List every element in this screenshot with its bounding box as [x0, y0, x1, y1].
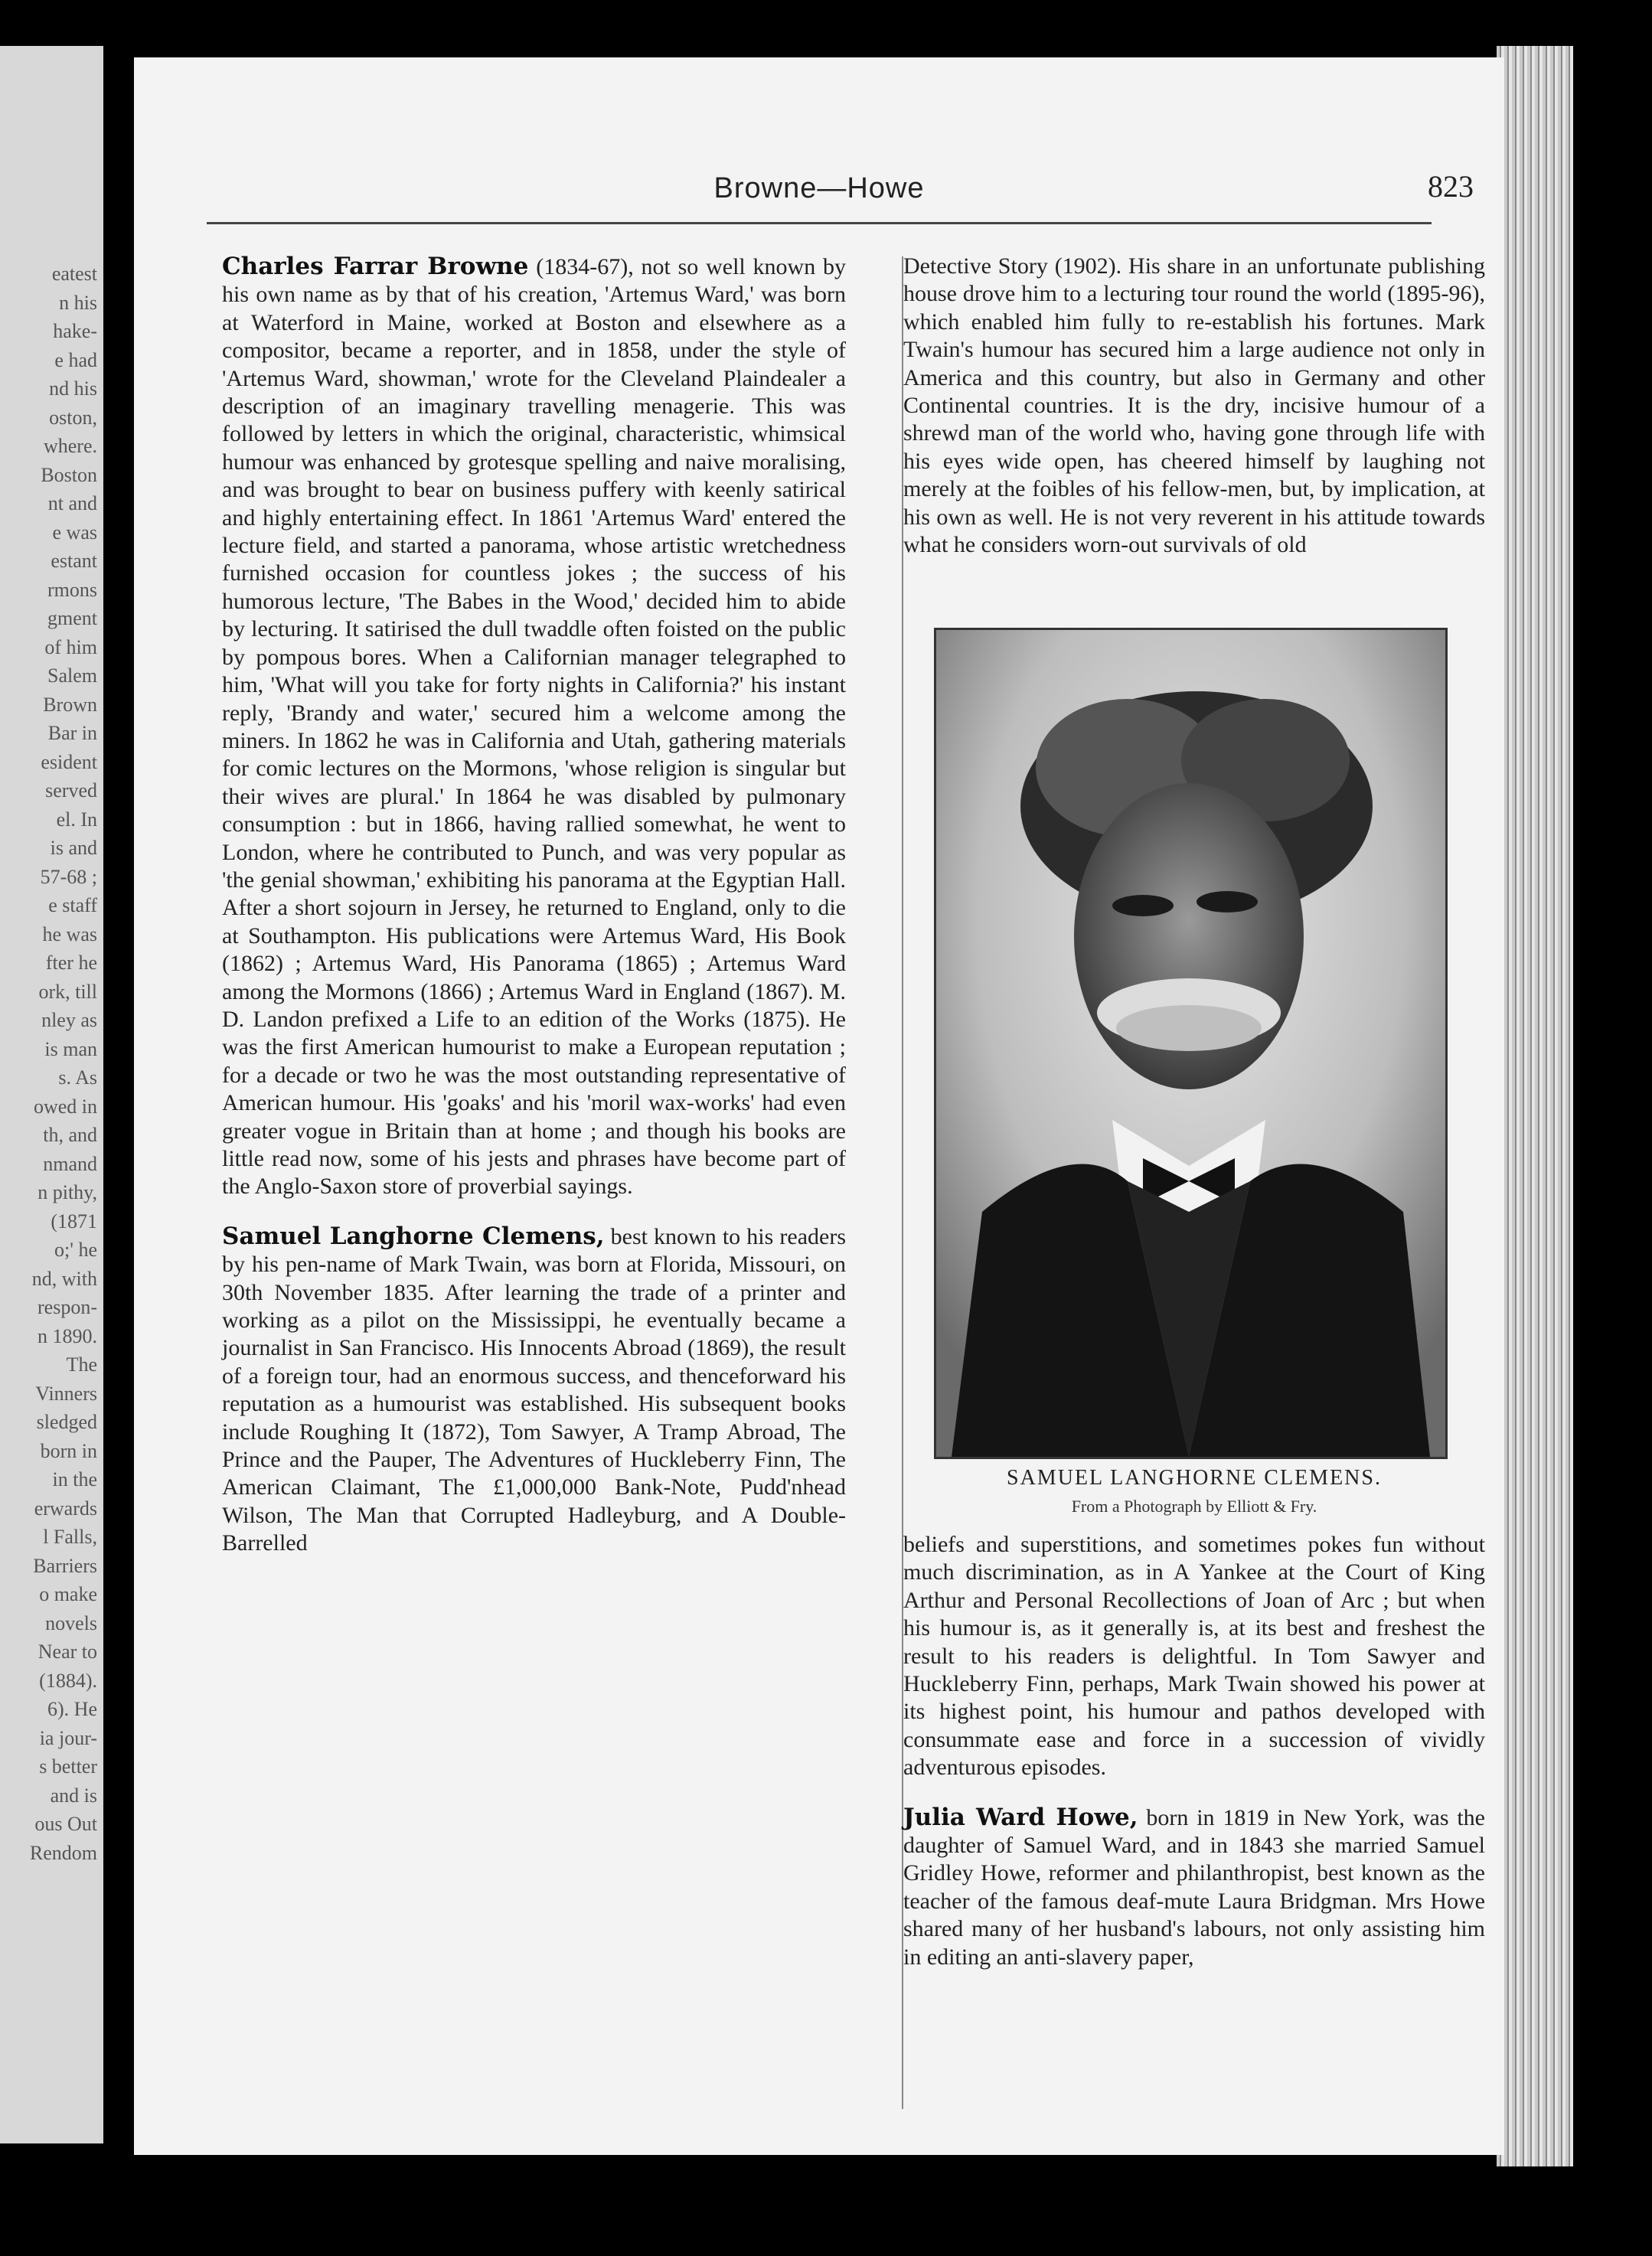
adjacent-page-text-fragment: e was	[52, 521, 97, 544]
adjacent-page-text-fragment: Bar in	[47, 722, 97, 744]
adjacent-page-text-fragment: he was	[42, 922, 97, 945]
adjacent-page-text-fragment: The	[66, 1353, 97, 1376]
adjacent-page-text-fragment: gment	[47, 607, 97, 629]
adjacent-page-text-fragment: eatest	[51, 263, 97, 285]
adjacent-page-text-fragment: nd his	[49, 377, 97, 400]
left-column	[222, 253, 846, 1558]
adjacent-page-text-fragment: estant	[51, 550, 97, 572]
adjacent-page-text-fragment: (1871	[51, 1210, 97, 1232]
adjacent-page-text-fragment: novels	[45, 1611, 97, 1634]
book-page	[134, 57, 1504, 2155]
adjacent-page-text-fragment: n 1890.	[38, 1324, 97, 1347]
adjacent-page-text-fragment: s better	[39, 1755, 97, 1778]
adjacent-page-text-fragment: nt and	[47, 492, 97, 514]
adjacent-page-text-fragment: nmand	[43, 1152, 97, 1175]
adjacent-page-text-fragment: sledged	[36, 1411, 97, 1433]
adjacent-page-text-fragment: Vinners	[35, 1382, 97, 1405]
adjacent-page-text-fragment: and is	[50, 1784, 97, 1807]
adjacent-page-text-fragment: o;' he	[54, 1239, 97, 1261]
adjacent-page-text-fragment: where.	[43, 435, 97, 457]
adjacent-page-text-fragment: served	[45, 779, 97, 802]
adjacent-page-text-fragment: ia jour-	[39, 1726, 97, 1749]
adjacent-page-text-fragment: esident	[41, 750, 97, 773]
adjacent-page-text-fragment: Boston	[41, 463, 97, 486]
adjacent-page-text-fragment: of him	[44, 635, 97, 658]
adjacent-page-text-fragment: respon-	[38, 1296, 97, 1318]
entry-name-howe: Julia Ward Howe,	[903, 1803, 1138, 1831]
photo-caption: SAMUEL LANGHORNE CLEMENS.	[1007, 1466, 1382, 1490]
entry-text-browne: (1834-67), not so well known by his own name as by that of his creation, 'Artemus Ward,' was born at Waterford in Maine, worked at Boston and elsewhere as a compositor, became a reporter, and in 1858, under the style of 'Artemus Ward, showman,' wrote for the Cleveland Plaindealer a description of an imaginary travelling menagerie. This was followed by letters in which the original, characteristic, whimsical humour was enhanced by grotesque spelling and naive moralising, and was brought to bear on business puffery with keenly satirical and highly entertaining effect. In 1861 'Artemus Ward' entered the lecture field, and started a panorama, whose artistic wretchedness furnished occasion for countless jokes ; the success of his humorous lecture, 'The Babes in the Wood,' decided him to abide by lecturing. It satirised the dull twaddle often foisted on the public by pompous bores. When a Californian manager telegraphed to him, 'What will you take for forty nights in California?' his instant reply, 'Brandy and water,' secured him a welcome among the miners. In 1862 he was in California and Utah, gathering materials for comic lectures on the Mormons, 'whose religion is singular but their wives are plural.' In 1864 he was disabled by pulmonary consumption : but in 1866, having rallied somewhat, he went to London, where he contributed to Punch, and was very popular as 'the genial showman,' exhibiting his panorama at the Egyptian Hall. After a short sojourn in Jersey, he returned to England, only to die at Southampton. His publications were Artemus Ward, His Book (1862) ; Artemus Ward, His Panorama (1865) ; Artemus Ward among the Mormons (1866) ; Artemus Ward in England (1867). M. D. Landon prefixed a Life to an edition of the Works (1875). He was the first American humourist to make a European reputation ; for a decade or two he was the most outstanding representative of American humour. His 'goaks' and his 'moril wax-works' had even greater vogue in Britain than at home ; and though his books are little read now, some of his jests and phrases have become part of the Anglo-Saxon store of proverbial sayings.	[222, 254, 847, 1200]
adjacent-page-text-fragment: 6). He	[47, 1698, 97, 1720]
adjacent-page-text-fragment: th, and	[43, 1124, 97, 1146]
page-edge-stack	[1497, 46, 1573, 2166]
entry-name-clemens: Samuel Langhorne Clemens,	[222, 1222, 605, 1250]
adjacent-page-text-fragment: Barriers	[33, 1554, 97, 1577]
adjacent-page-text-fragment: el. In	[56, 808, 97, 831]
adjacent-page-text-fragment: Rendom	[29, 1841, 97, 1864]
adjacent-page-text-fragment: l Falls,	[43, 1526, 97, 1548]
adjacent-page-text-fragment: ous Out	[34, 1813, 97, 1835]
entry-browne	[222, 253, 846, 1201]
adjacent-page-text-fragment: n pithy,	[38, 1181, 97, 1203]
entry-text-clemens: best known to his readers by his pen-name of Mark Twain, was born at Florida, Missouri, on 30th November 1835. After learning the trade of a printer and working as a pilot on the Mississippi, he eventually became a journalist in San Francisco. His Innocents Abroad (1869), the result of a foreign tour, had an enormous success, and thenceforward his reputation as a humourist was established. His subsequent books include Roughing It (1872), Tom Sawyer, A Tramp Abroad, The Prince and the Pauper, The Adventures of Huckleberry Finn, The American Claimant, The £1,000,000 Bank-Note, Pudd'nhead Wilson, The Man that Corrupted Hadleyburg, and A Double-Barrelled	[222, 1223, 846, 1556]
portrait-image	[936, 630, 1445, 1457]
entry-clemens	[222, 1223, 846, 1558]
adjacent-page-text-fragment: rmons	[47, 578, 97, 601]
adjacent-page-fragment	[0, 46, 103, 2143]
running-head: Browne—Howe	[713, 172, 925, 204]
adjacent-page-text-fragment: oston,	[49, 406, 97, 429]
entry-clemens-continued: Detective Story (1902). His share in an unfortunate publishing house drove him to a lecturing tour round the world (1895-96), which enabled him fully to re-establish his fortunes. Mark Twain's humour has secured him a large audience not only in America and this country, but also in Germany and other Continental countries. It is the dry, incisive humour of a shrewd man of the world who, having gone through life with his eyes wide open, has cheered himself by laughing not merely at the foibles of his fellow-men, but, by implication, at his own as well. He is not very reverent in his attitude towards what he considers worn-out survivals of old	[903, 253, 1485, 558]
adjacent-page-text-fragment: (1884).	[39, 1669, 97, 1692]
adjacent-page-text-fragment: 57-68 ;	[40, 865, 97, 888]
adjacent-page-text-fragment: nley as	[41, 1009, 97, 1031]
adjacent-page-text-fragment: born in	[40, 1439, 97, 1462]
adjacent-page-text-fragment: e had	[54, 348, 97, 371]
adjacent-page-text-fragment: Near to	[38, 1641, 97, 1663]
adjacent-page-text-fragment: is man	[44, 1037, 97, 1060]
adjacent-page-text-fragment: in the	[52, 1468, 97, 1490]
adjacent-page-text-fragment: Salem	[47, 664, 97, 687]
entry-name-browne: Charles Farrar Browne	[222, 253, 529, 280]
entry-clemens-conclusion: beliefs and superstitions, and sometimes pokes fun without much discrimination, as in A Yankee at the Court of King Arthur and Personal Recollections of Joan of Arc ; but when his humour is, as it generally is, at its best and freshest the result to his readers is delightful. In Tom Sawyer and Huckleberry Finn, perhaps, Mark Twain showed his power at its highest point, his humour and pathos developed with consummate ease and force in a succession of vividly adventurous episodes.	[903, 1532, 1485, 1781]
adjacent-page-text-fragment: Brown	[43, 693, 97, 716]
entry-text-howe: born in 1819 in New York, was the daughter of Samuel Ward, and in 1843 she married Samuel Gridley Howe, reformer and philanthropist, best known as the teacher of the famous deaf-mute Laura Bridgman. Mrs Howe shared many of her husband's labours, not only assisting him in editing an anti-slavery paper,	[903, 1804, 1485, 1970]
adjacent-page-text-fragment: e staff	[48, 894, 97, 916]
adjacent-page-text-fragment: ork, till	[38, 980, 97, 1003]
entry-howe	[903, 1804, 1485, 1971]
adjacent-page-text-fragment: fter he	[45, 952, 97, 974]
adjacent-page-text-fragment: erwards	[34, 1497, 97, 1520]
adjacent-page-text-fragment: is and	[50, 837, 97, 859]
adjacent-page-text-fragment: owed in	[33, 1095, 97, 1118]
adjacent-page-text-fragment: o make	[39, 1583, 97, 1605]
photo-credit: From a Photograph by Elliott & Fry.	[1071, 1497, 1317, 1516]
adjacent-page-text-fragment: n his	[59, 291, 97, 314]
page-number: 823	[1428, 169, 1474, 204]
portrait-photograph	[934, 628, 1448, 1459]
adjacent-page-text-fragment: s. As	[58, 1066, 97, 1089]
right-column-bottom	[903, 1531, 1485, 1971]
header-rule	[207, 222, 1432, 224]
right-column-top	[903, 253, 1485, 559]
adjacent-page-text-fragment: hake-	[53, 320, 97, 342]
adjacent-page-text-fragment: nd, with	[31, 1267, 97, 1290]
